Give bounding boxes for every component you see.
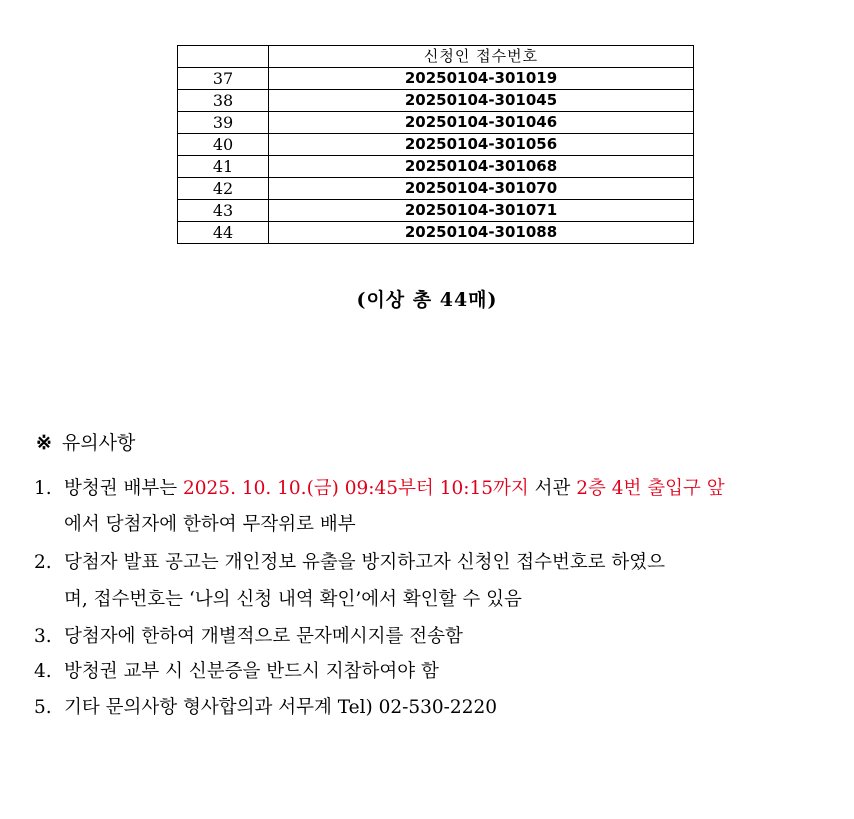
notice-item-2 xyxy=(34,546,665,580)
column-header-receipt-number: 신청인 접수번호 xyxy=(269,46,694,68)
item-number: 2. xyxy=(34,552,52,573)
reference-mark-icon: ※ xyxy=(36,432,52,454)
notice-title: 유의사항 xyxy=(61,432,136,454)
item-text-highlight-datetime: 2025. 10. 10.(금) 09:45부터 10:15까지 xyxy=(183,478,529,499)
receipt-number: 20250104-301088 xyxy=(269,222,694,244)
receipt-number: 20250104-301071 xyxy=(269,200,694,222)
receipt-number: 20250104-301056 xyxy=(269,134,694,156)
receipt-number: 20250104-301068 xyxy=(269,156,694,178)
column-header-number xyxy=(178,46,269,68)
row-number: 44 xyxy=(178,222,269,244)
row-number: 37 xyxy=(178,68,269,90)
row-number: 41 xyxy=(178,156,269,178)
table-row xyxy=(178,134,694,156)
total-count: (이상 총 44매) xyxy=(356,289,498,311)
item-text-highlight-location: 2층 4번 출입구 앞 xyxy=(576,478,725,499)
receipt-number-table xyxy=(177,45,693,244)
table-row xyxy=(178,178,694,200)
item-text-segment: 방청권 배부는 xyxy=(64,478,183,499)
item-text: 기타 문의사항 형사합의과 서무계 Tel) 02-530-2220 xyxy=(64,697,498,718)
receipt-number: 20250104-301045 xyxy=(269,90,694,112)
notice-heading xyxy=(36,428,135,455)
table-row xyxy=(178,156,694,178)
item-number: 3. xyxy=(34,626,52,647)
item-text: 당첨자에 한하여 개별적으로 문자메시지를 전송함 xyxy=(64,626,463,647)
receipt-number: 20250104-301070 xyxy=(269,178,694,200)
table xyxy=(177,45,694,244)
table-row xyxy=(178,112,694,134)
item-number: 5. xyxy=(34,697,52,718)
row-number: 38 xyxy=(178,90,269,112)
item-number: 1. xyxy=(34,478,52,499)
item-number: 4. xyxy=(34,661,52,682)
table-row xyxy=(178,90,694,112)
row-number: 40 xyxy=(178,134,269,156)
item-text: 방청권 교부 시 신분증을 반드시 지참하여야 함 xyxy=(64,661,439,682)
table-header-row xyxy=(178,46,694,68)
receipt-number: 20250104-301046 xyxy=(269,112,694,134)
row-number: 39 xyxy=(178,112,269,134)
notice-item-3 xyxy=(34,620,463,654)
row-number: 42 xyxy=(178,178,269,200)
notice-item-4 xyxy=(34,655,439,689)
notice-item-1 xyxy=(34,472,725,506)
table-row xyxy=(178,222,694,244)
item-text-segment: 서관 xyxy=(528,478,577,499)
notice-item-2-continuation: 며, 접수번호는 ‘나의 신청 내역 확인’에서 확인할 수 있음 xyxy=(64,589,522,610)
table-row xyxy=(178,200,694,222)
notice-item-1-continuation: 에서 당첨자에 한하여 무작위로 배부 xyxy=(64,514,356,535)
notice-item-5 xyxy=(34,691,497,725)
item-text: 당첨자 발표 공고는 개인정보 유출을 방지하고자 신청인 접수번호로 하였으 xyxy=(64,552,666,573)
table-row xyxy=(178,68,694,90)
row-number: 43 xyxy=(178,200,269,222)
receipt-number: 20250104-301019 xyxy=(269,68,694,90)
